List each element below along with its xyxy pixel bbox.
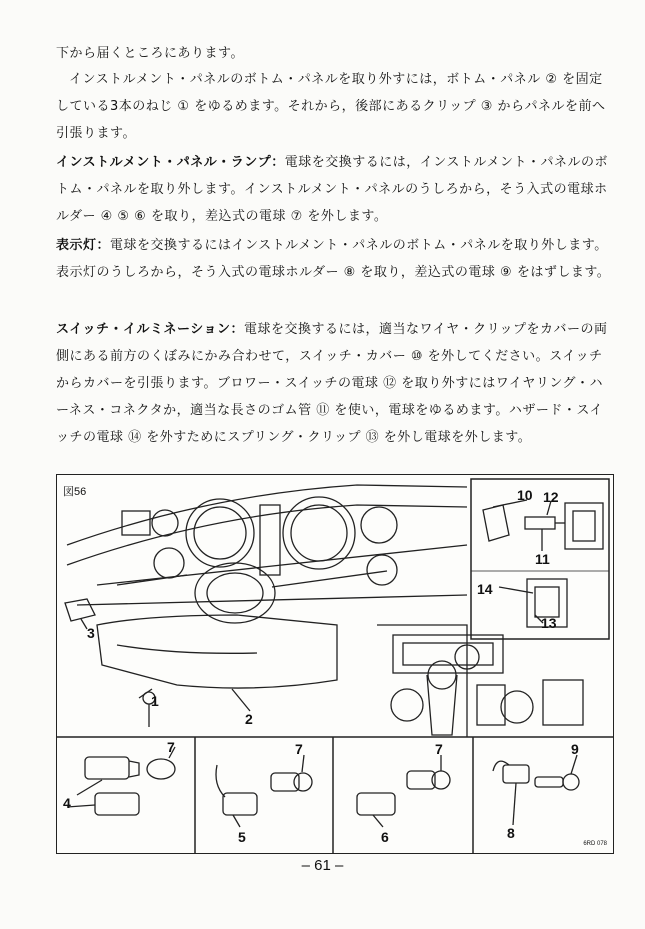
paragraph-indicator-lamp	[56, 232, 612, 286]
paragraph-text: 電球を交換するには，適当なワイヤ・クリップをカバーの両側にある前方のくぼみにかみ合わせて，スイッチ・カバー ⑩ を外してください。スイッチからカバーを引張ります。ブロワー・スイッチの電球 ⑫ を取り外すにはワイヤリング・ハーネス・コネクタか，適当な長さのゴム管 ⑪ を使い，電球をゆるめます。ハザード・スイッチの電球 ⑭ を外すためにスプリング・クリップ ⑬ を外し電球を外します。	[56, 322, 608, 445]
section-heading: インストルメント・パネル・ランプ：	[56, 155, 285, 170]
callout-9: 9	[571, 741, 579, 757]
figure-label: 図56	[63, 486, 87, 498]
callout-5: 5	[238, 829, 246, 845]
figure-code: 6RD 078	[583, 841, 607, 847]
callout-13: 13	[541, 615, 557, 631]
paragraph-bottom-panel	[56, 66, 612, 147]
dashboard-illustration	[57, 475, 613, 853]
callout-12: 12	[543, 489, 559, 505]
paragraph-text: 電球を交換するにはインストルメント・パネルのボトム・パネルを取り外します。表示灯のうしろから，そう入式の電球ホルダー ⑧ を取り，差込式の電球 ⑨ をはずします。	[56, 238, 611, 280]
paragraph-text: インストルメント・パネルのボトム・パネルを取り外すには，ボトム・パネル ② を固定している3本のねじ ① をゆるめます。それから，後部にあるクリップ ③ からパネルを前へ引張ります。	[56, 72, 606, 141]
paragraph-text: 下から届くところにあります。	[56, 46, 244, 61]
callout-3: 3	[87, 625, 95, 641]
callout-10: 10	[517, 487, 533, 503]
paragraph-switch-illumination	[56, 316, 612, 451]
holder-6-group	[357, 771, 450, 815]
callout-7b: 7	[295, 741, 303, 757]
page-number: – 61 –	[301, 857, 344, 874]
callout-14: 14	[477, 581, 493, 597]
section-heading: スイッチ・イルミネーション：	[56, 322, 244, 337]
callout-2: 2	[245, 711, 253, 727]
callout-4: 4	[63, 795, 71, 811]
figure-56	[56, 474, 614, 854]
callout-11: 11	[535, 551, 550, 567]
callout-8: 8	[507, 825, 515, 841]
callout-6: 6	[381, 829, 389, 845]
callout-7c: 7	[435, 741, 443, 757]
paragraph-instrument-lamp	[56, 149, 612, 230]
callout-7a: 7	[167, 739, 175, 755]
holder-4-group	[67, 757, 175, 815]
section-heading: 表示灯：	[56, 238, 111, 253]
callout-1: 1	[151, 693, 159, 709]
paragraph-continuation	[56, 40, 612, 67]
holder-8-group	[493, 761, 579, 790]
paragraph-text: 電球を交換するには，インストルメント・パネルのボトム・パネルを取り外します。インストルメント・パネルのうしろから，そう入式の電球ホルダー ④ ⑤ ⑥ を取り，差込式の電球 ⑦ を外します。	[56, 155, 608, 224]
holder-5-group	[216, 765, 312, 815]
